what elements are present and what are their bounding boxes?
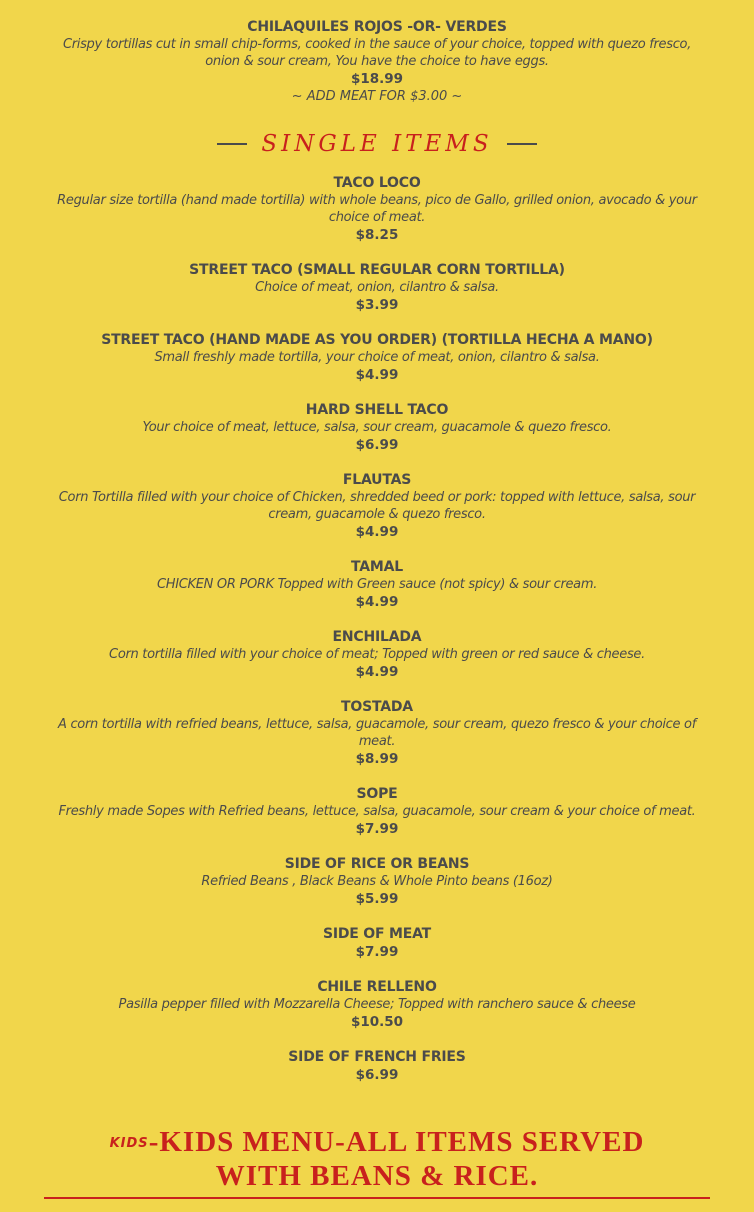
menu-item — [44, 401, 710, 454]
item-extra-note: ~ ADD MEAT FOR $3.00 ~ — [291, 89, 463, 104]
item-price: $4.99 — [355, 594, 399, 610]
item-name: CHILE RELLENO — [317, 979, 437, 995]
item-description: Regular size tortilla (hand made tortilla) with whole beans, pico de Gallo, grilled onion, avocado & your choice of meat. — [57, 193, 697, 225]
menu-item — [44, 1048, 710, 1084]
heading-left-dash — [217, 143, 247, 145]
item-name: SIDE OF RICE OR BEANS — [284, 856, 470, 872]
kids-title-text-1: -KIDS MENU-ALL ITEMS SERVED — [148, 1126, 645, 1158]
menu-item — [44, 925, 710, 961]
item-price: $7.99 — [355, 821, 399, 837]
menu-item — [44, 698, 710, 768]
heading-right-dash — [507, 143, 537, 145]
kids-menu-banner — [44, 1126, 710, 1192]
item-description: Corn tortilla filled with your choice of meat; Topped with green or red sauce & cheese. — [109, 647, 645, 662]
menu-item — [44, 978, 710, 1031]
item-description: Freshly made Sopes with Refried beans, lettuce, salsa, guacamole, sour cream & your choice of meat. — [58, 804, 696, 819]
item-name: FLAUTAS — [342, 472, 412, 488]
item-description: Corn Tortilla filled with your choice of Chicken, shredded beed or pork: topped with lettuce, salsa, sour cream, guacamole & quezo fresco. — [58, 490, 696, 522]
item-name: STREET TACO (HAND MADE AS YOU ORDER) (TORTILLA HECHA A MANO) — [101, 332, 653, 348]
menu-item — [44, 785, 710, 838]
menu-item — [44, 628, 710, 681]
item-price: $10.50 — [350, 1014, 404, 1030]
item-price: $5.99 — [355, 891, 399, 907]
item-description: Small freshly made tortilla, your choice of meat, onion, cilantro & salsa. — [154, 350, 600, 365]
item-description: CHICKEN OR PORK Topped with Green sauce (not spicy) & sour cream. — [156, 577, 598, 592]
item-price: $4.99 — [355, 524, 399, 540]
item-price: $8.99 — [355, 751, 399, 767]
kids-title-line-2: WITH BEANS & RICE. — [215, 1160, 539, 1192]
item-name: TACO LOCO — [333, 175, 421, 191]
item-price: $7.99 — [355, 944, 399, 960]
item-description: Choice of meat, onion, cilantro & salsa. — [255, 280, 499, 295]
item-description: Refried Beans , Black Beans & Whole Pinto beans (16oz) — [201, 874, 553, 889]
item-name: SIDE OF MEAT — [322, 926, 432, 942]
item-price: $6.99 — [355, 437, 399, 453]
item-name: TAMAL — [351, 559, 403, 575]
kids-title-line-1 — [44, 1126, 710, 1160]
section-title: SINGLE ITEMS — [261, 131, 493, 157]
item-name: CHILAQUILES ROJOS -OR- VERDES — [247, 19, 507, 35]
section-heading-single-items — [44, 128, 710, 160]
item-name: STREET TACO (SMALL REGULAR CORN TORTILLA) — [189, 262, 565, 278]
menu-item — [44, 174, 710, 244]
item-name: SIDE OF FRENCH FRIES — [288, 1049, 466, 1065]
menu-item — [44, 261, 710, 314]
item-price: $8.25 — [355, 227, 399, 243]
item-price: $6.99 — [355, 1067, 399, 1083]
menu-item — [44, 471, 710, 541]
item-description: Your choice of meat, lettuce, salsa, sour cream, guacamole & quezo fresco. — [142, 420, 612, 435]
menu-item — [44, 855, 710, 908]
item-name: HARD SHELL TACO — [305, 402, 449, 418]
item-name: ENCHILADA — [332, 629, 422, 645]
item-name: SOPE — [356, 786, 398, 802]
item-price: $4.99 — [355, 664, 399, 680]
menu-item — [44, 558, 710, 611]
item-name: TOSTADA — [341, 699, 413, 715]
menu-item — [44, 331, 710, 384]
kids-tag: KIDS — [109, 1136, 149, 1151]
item-description: A corn tortilla with refried beans, lettuce, salsa, guacamole, sour cream, quezo fresco & your choice of meat. — [58, 717, 696, 749]
item-price: $3.99 — [355, 297, 399, 313]
menu-items-list — [44, 174, 710, 1084]
item-description: Pasilla pepper filled with Mozzarella Cheese; Topped with ranchero sauce & cheese — [118, 997, 636, 1012]
item-price: $4.99 — [355, 367, 399, 383]
kids-divider-line — [44, 1197, 710, 1199]
item-description: Crispy tortillas cut in small chip-forms, cooked in the sauce of your choice, topped with quezo fresco, onion & sour cream, You have the choice to have eggs. — [62, 37, 692, 69]
menu-item-chilaquiles — [44, 18, 710, 106]
item-price: $18.99 — [350, 71, 404, 87]
